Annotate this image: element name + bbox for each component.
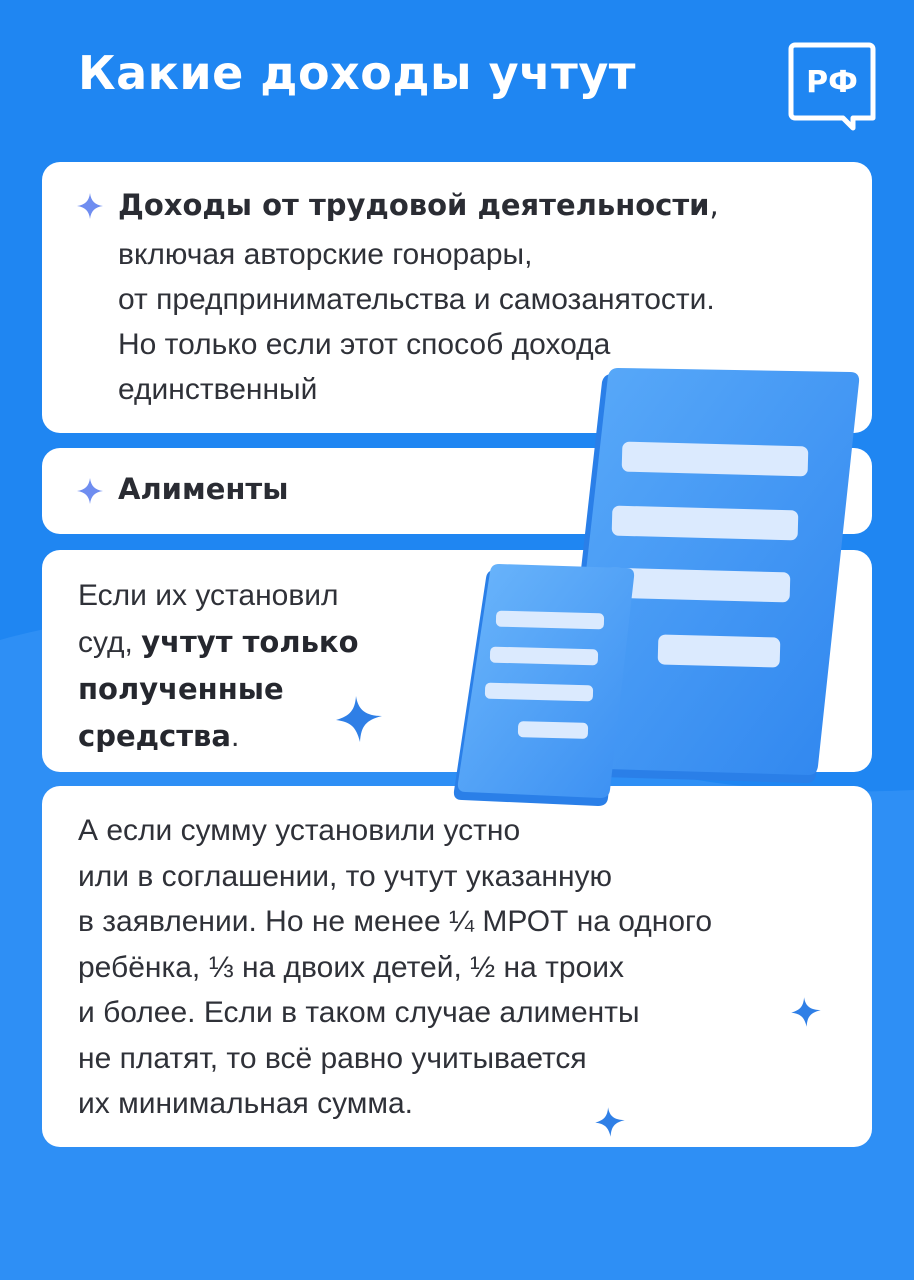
card-court-plain: суд, xyxy=(78,626,142,659)
card-labor-title xyxy=(118,188,719,222)
card-agreement-line: ребёнка, ⅓ на двоих детей, ½ на троих xyxy=(78,950,624,984)
documents-icon xyxy=(440,360,870,820)
card-labor-line: Но только если этот способ дохода xyxy=(118,328,611,361)
card-court-line xyxy=(78,713,359,760)
card-agreement-line: или в соглашении, то учтут указанную xyxy=(78,859,613,893)
page-title: Какие доходы учтут xyxy=(78,46,636,100)
card-agreement-line: и более. Если в таком случае алименты xyxy=(78,996,640,1029)
card-labor-title-bold: Доходы от трудовой деятельности xyxy=(118,188,710,222)
card-court-bold: средства xyxy=(78,719,231,753)
card-agreement-line: в заявлении. Но не менее ¼ МРОТ на одного xyxy=(78,905,713,938)
four-point-star-icon xyxy=(76,192,104,220)
card-agreement-line: А если сумму установили устно xyxy=(78,814,521,847)
card-agreement-line: не платят, то всё равно учитывается xyxy=(78,1041,587,1075)
card-agreement-line: их минимальная сумма. xyxy=(78,1087,414,1120)
sparkle-icon xyxy=(594,1106,626,1138)
card-labor-line: от предпринимательства и самозанятости. xyxy=(118,283,715,316)
card-labor-line: единственный xyxy=(118,373,318,406)
four-point-star-icon xyxy=(76,477,104,505)
card-court-bold: учтут только xyxy=(141,625,359,659)
rf-logo xyxy=(787,40,877,132)
card-alimony-title: Алименты xyxy=(118,472,289,506)
card-court-line xyxy=(78,666,359,713)
sparkle-icon xyxy=(334,694,384,744)
card-labor-line: включая авторские гонорары, xyxy=(118,238,533,271)
logo-text: РФ xyxy=(806,65,858,100)
card-court-tail: . xyxy=(230,720,240,753)
card-court-text xyxy=(78,572,359,760)
card-court-line xyxy=(78,619,359,666)
card-court-bold: полученные xyxy=(78,672,284,706)
card-court-line: Если их установил xyxy=(78,579,339,612)
sparkle-icon xyxy=(790,996,822,1028)
card-labor-title-tail: , xyxy=(709,188,719,222)
card-agreement-text xyxy=(78,808,712,1127)
